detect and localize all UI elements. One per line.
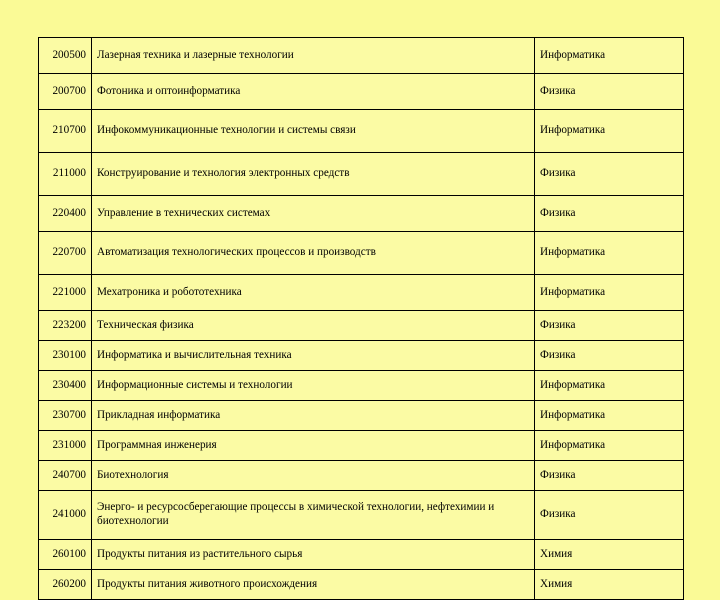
table-row xyxy=(39,540,684,570)
specialty-code-cell: 260200 xyxy=(39,570,92,600)
table-row xyxy=(39,110,684,153)
table-row xyxy=(39,153,684,196)
specialties-table xyxy=(38,37,684,600)
specialty-code-cell: 231000 xyxy=(39,431,92,461)
specialty-subject-cell: Информатика xyxy=(535,232,684,275)
specialty-subject-cell: Информатика xyxy=(535,38,684,74)
specialty-code-cell: 210700 xyxy=(39,110,92,153)
table-row xyxy=(39,275,684,311)
specialty-code-cell: 240700 xyxy=(39,461,92,491)
table-row xyxy=(39,491,684,540)
specialty-code-cell: 230700 xyxy=(39,401,92,431)
specialty-subject-cell: Физика xyxy=(535,311,684,341)
specialty-name-cell: Управление в технических системах xyxy=(92,196,535,232)
specialty-code-cell: 230100 xyxy=(39,341,92,371)
specialty-name-cell: Информатика и вычислительная техника xyxy=(92,341,535,371)
specialty-code-cell: 241000 xyxy=(39,491,92,540)
specialty-subject-cell: Химия xyxy=(535,540,684,570)
specialty-subject-cell: Физика xyxy=(535,196,684,232)
specialty-code-cell: 221000 xyxy=(39,275,92,311)
specialty-name-cell: Программная инженерия xyxy=(92,431,535,461)
specialty-code-cell: 200500 xyxy=(39,38,92,74)
specialty-subject-cell: Информатика xyxy=(535,110,684,153)
specialty-subject-cell: Информатика xyxy=(535,371,684,401)
specialty-subject-cell: Информатика xyxy=(535,431,684,461)
specialty-name-cell: Техническая физика xyxy=(92,311,535,341)
specialty-subject-cell: Физика xyxy=(535,153,684,196)
specialty-code-cell: 260100 xyxy=(39,540,92,570)
specialty-code-cell: 223200 xyxy=(39,311,92,341)
specialties-table-container xyxy=(38,37,683,600)
table-row xyxy=(39,461,684,491)
specialty-subject-cell: Информатика xyxy=(535,401,684,431)
specialty-name-cell: Информационные системы и технологии xyxy=(92,371,535,401)
specialty-subject-cell: Информатика xyxy=(535,275,684,311)
specialties-table-body xyxy=(39,38,684,600)
specialty-subject-cell: Физика xyxy=(535,74,684,110)
specialty-subject-cell: Физика xyxy=(535,461,684,491)
specialty-name-cell: Инфокоммуникационные технологии и системы связи xyxy=(92,110,535,153)
specialty-name-cell: Биотехнология xyxy=(92,461,535,491)
table-row xyxy=(39,401,684,431)
table-row xyxy=(39,74,684,110)
specialty-code-cell: 220700 xyxy=(39,232,92,275)
table-row xyxy=(39,371,684,401)
specialty-code-cell: 220400 xyxy=(39,196,92,232)
specialty-code-cell: 211000 xyxy=(39,153,92,196)
table-row xyxy=(39,311,684,341)
specialty-name-cell: Лазерная техника и лазерные технологии xyxy=(92,38,535,74)
specialty-name-cell: Прикладная информатика xyxy=(92,401,535,431)
specialty-subject-cell: Химия xyxy=(535,570,684,600)
specialty-name-cell: Мехатроника и робототехника xyxy=(92,275,535,311)
table-row xyxy=(39,38,684,74)
specialty-code-cell: 200700 xyxy=(39,74,92,110)
table-row xyxy=(39,232,684,275)
specialty-name-cell: Конструирование и технология электронных средств xyxy=(92,153,535,196)
table-row xyxy=(39,570,684,600)
specialty-code-cell: 230400 xyxy=(39,371,92,401)
table-row xyxy=(39,196,684,232)
table-row xyxy=(39,341,684,371)
specialty-name-cell: Продукты питания животного происхождения xyxy=(92,570,535,600)
specialty-name-cell: Продукты питания из растительного сырья xyxy=(92,540,535,570)
specialty-subject-cell: Физика xyxy=(535,491,684,540)
table-row xyxy=(39,431,684,461)
specialty-name-cell: Автоматизация технологических процессов и производств xyxy=(92,232,535,275)
specialty-name-cell: Фотоника и оптоинформатика xyxy=(92,74,535,110)
specialty-subject-cell: Физика xyxy=(535,341,684,371)
specialty-name-cell: Энерго- и ресурсосберегающие процессы в химической технологии, нефтехимии и биотехнологии xyxy=(92,491,535,540)
